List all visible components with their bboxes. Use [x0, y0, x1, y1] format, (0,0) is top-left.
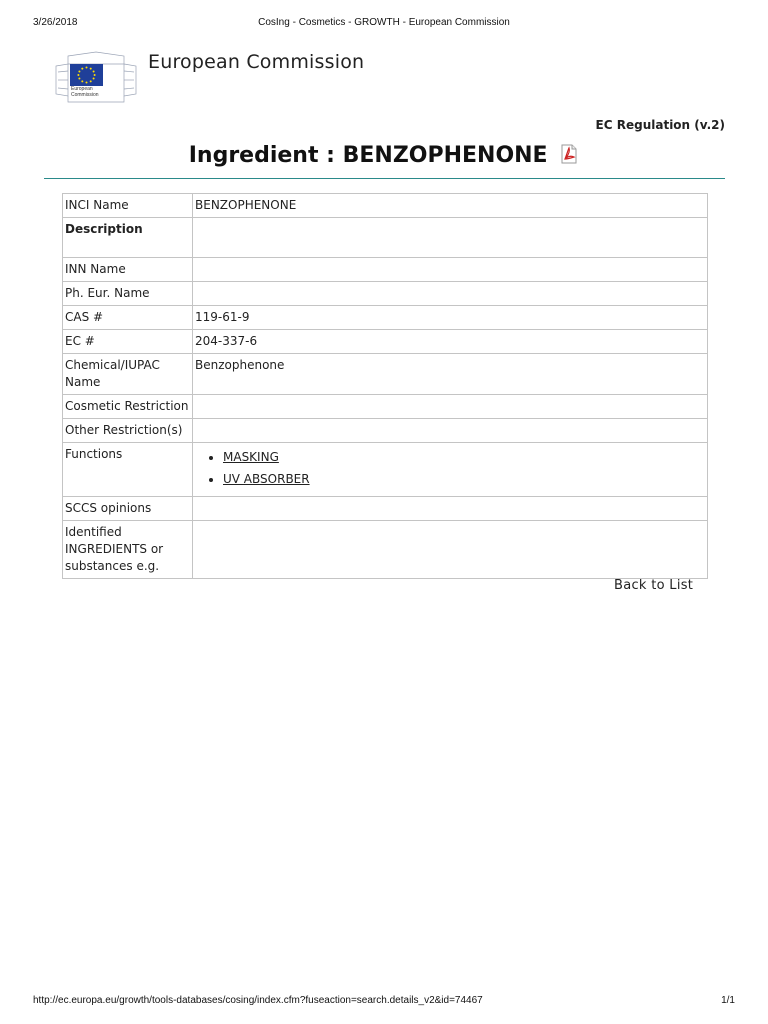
pdf-icon[interactable]: [559, 144, 579, 170]
value-inci-name: BENZOPHENONE: [193, 194, 708, 218]
european-commission-logo[interactable]: [54, 50, 138, 106]
table-row-description: [63, 218, 708, 258]
label-inci-name: INCI Name: [63, 194, 193, 218]
table-row-functions: [63, 443, 708, 497]
back-to-list-link[interactable]: Back to List: [614, 578, 694, 593]
value-other-restrictions: [193, 419, 708, 443]
value-inn-name: [193, 258, 708, 282]
table-row-inn-name: [63, 258, 708, 282]
table-row-cosmetic-restriction: [63, 395, 708, 419]
table-row-identified: [63, 521, 708, 579]
table-row-inci-name: [63, 194, 708, 218]
value-identified: [193, 521, 708, 579]
label-ec: EC #: [63, 330, 193, 354]
print-document-title: CosIng - Cosmetics - GROWTH - European Commission: [258, 17, 510, 28]
regulation-label: EC Regulation (v.2): [595, 118, 725, 132]
value-cas: 119-61-9: [193, 306, 708, 330]
value-functions: [193, 443, 708, 497]
label-cas: CAS #: [63, 306, 193, 330]
ingredient-details-table: [62, 193, 708, 579]
functions-list: [195, 449, 705, 488]
table-row-other-restrictions: [63, 419, 708, 443]
print-page-number: 1/1: [721, 995, 735, 1006]
title-divider: [44, 178, 725, 179]
list-item: [223, 449, 705, 466]
table-row-ec: [63, 330, 708, 354]
page-title-text: Ingredient : BENZOPHENONE: [188, 143, 548, 168]
label-functions: Functions: [63, 443, 193, 497]
value-cosmetic-restriction: [193, 395, 708, 419]
value-ph-eur-name: [193, 282, 708, 306]
table-row-cas: [63, 306, 708, 330]
list-item: [223, 471, 705, 488]
value-sccs-opinions: [193, 497, 708, 521]
page-title: [0, 143, 768, 170]
value-description: [193, 218, 708, 258]
table-row-ph-eur-name: [63, 282, 708, 306]
value-ec: 204-337-6: [193, 330, 708, 354]
print-url: http://ec.europa.eu/growth/tools-databases/cosing/index.cfm?fuseaction=search.details_v2&id=74467: [33, 995, 483, 1006]
logo-text: European Commission: [71, 86, 99, 98]
function-link-masking[interactable]: MASKING: [223, 450, 279, 464]
label-chemical-name: Chemical/IUPAC Name: [63, 354, 193, 395]
site-title: European Commission: [148, 51, 365, 73]
table-row-sccs-opinions: [63, 497, 708, 521]
label-other-restrictions: Other Restriction(s): [63, 419, 193, 443]
label-sccs-opinions: SCCS opinions: [63, 497, 193, 521]
label-description: Description: [63, 218, 193, 258]
function-link-uv-absorber[interactable]: UV ABSORBER: [223, 472, 310, 486]
value-chemical-name: Benzophenone: [193, 354, 708, 395]
print-date: 3/26/2018: [33, 17, 78, 28]
label-cosmetic-restriction: Cosmetic Restriction: [63, 395, 193, 419]
label-ph-eur-name: Ph. Eur. Name: [63, 282, 193, 306]
label-inn-name: INN Name: [63, 258, 193, 282]
label-identified: Identified INGREDIENTS or substances e.g.: [63, 521, 193, 579]
table-row-chemical-name: [63, 354, 708, 395]
